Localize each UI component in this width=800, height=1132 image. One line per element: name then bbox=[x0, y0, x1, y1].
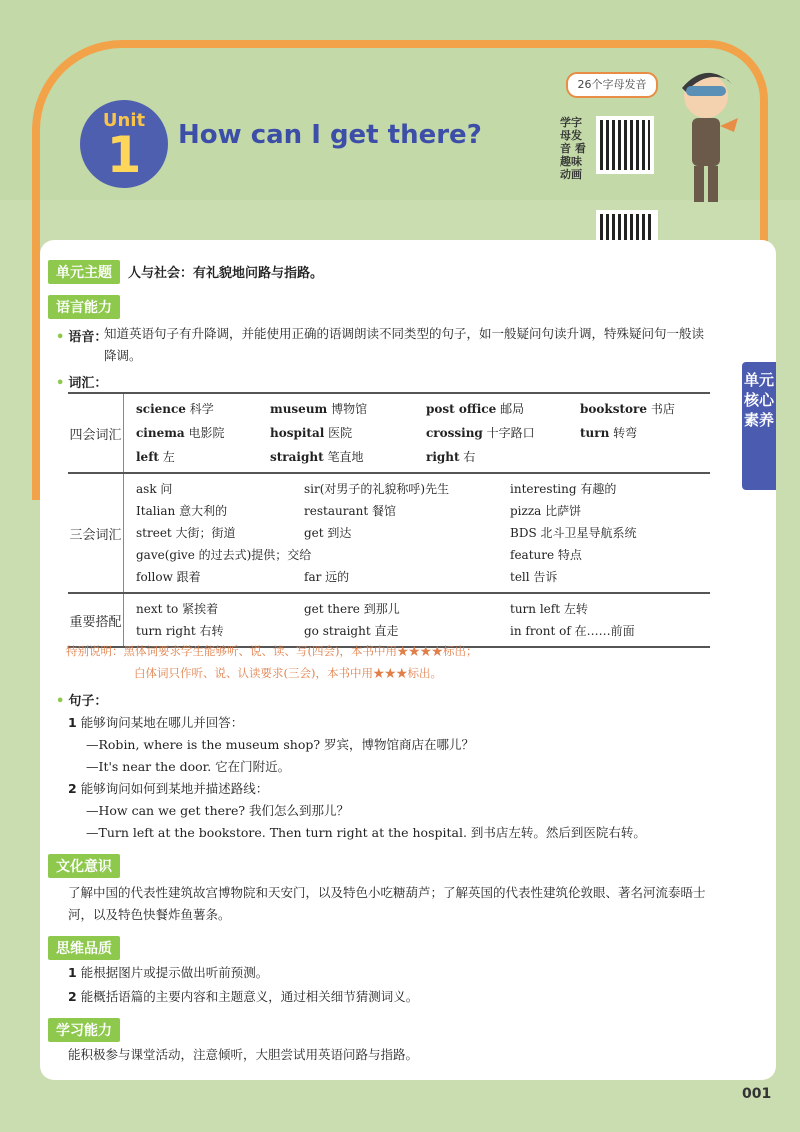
thinking-item-1: 1 能根据图片或提示做出听前预测。 bbox=[68, 965, 269, 980]
vocab-four-cell: hospital 医院 bbox=[270, 426, 353, 440]
phrase-cell: in front of 在……前面 bbox=[510, 624, 635, 638]
table-row bbox=[68, 473, 710, 593]
sentence-2-line-1: —How can we get there? 我们怎么到那儿？ bbox=[86, 803, 350, 818]
culture-tag: 文化意识 bbox=[48, 854, 120, 878]
alphabet-bubble[interactable]: 26个字母发音 bbox=[566, 72, 658, 98]
pronunciation-text: 知道英语句子有升降调，并能使用正确的语调朗读不同类型的句子，如一般疑问句读升调，特殊疑问句一般读降调。 bbox=[104, 326, 705, 363]
vocab-three-cell: feature 特点 bbox=[510, 548, 582, 562]
vocab-three-cell bbox=[304, 544, 510, 566]
vocab-four-cell: bookstore 书店 bbox=[580, 402, 675, 416]
vocab-three-cell: restaurant 餐馆 bbox=[304, 504, 396, 518]
vocab-three-cell: Italian 意大利的 bbox=[136, 504, 228, 518]
vocab-three-cell: street 大街；街道 bbox=[136, 526, 236, 540]
sentence-2-head: 2 能够询问如何到某地并描述路线： bbox=[68, 781, 269, 796]
four-skill-words bbox=[124, 394, 710, 472]
vocab-three-cell: pizza 比萨饼 bbox=[510, 504, 582, 518]
vocab-four-cell: turn 转弯 bbox=[580, 426, 638, 440]
special-note-line2: 白体词只作听、说、认读要求(三会)，本书中用★★★标出。 bbox=[134, 666, 442, 680]
unit-number: 1 bbox=[106, 126, 142, 184]
sentence-1-head: 1 能够询问某地在哪儿并回答： bbox=[68, 715, 244, 730]
page-number: 001 bbox=[742, 1086, 772, 1102]
vocab-three-cell: sir(对男子的礼貌称呼)先生 bbox=[304, 482, 450, 496]
vocab-three-cell: tell 告诉 bbox=[510, 570, 558, 584]
phrase-cell: get there 到那儿 bbox=[304, 602, 400, 616]
table-row bbox=[68, 593, 710, 647]
sentence-1-line-1: —Robin, where is the museum shop? 罗宾，博物馆商店在哪儿？ bbox=[86, 737, 475, 752]
vocab-table bbox=[68, 392, 710, 648]
phrase-header: 重要搭配 bbox=[68, 593, 124, 647]
vocab-three-cell: BDS 北斗卫星导航系统 bbox=[510, 526, 637, 540]
vocab-four-cell: right 右 bbox=[426, 450, 476, 464]
vocab-four-cell: science 科学 bbox=[136, 402, 214, 416]
vocab-four-cell: cinema 电影院 bbox=[136, 426, 225, 440]
vocab-three-cell: get 到达 bbox=[304, 526, 352, 540]
table-row bbox=[68, 393, 710, 473]
vocab-label: • 词汇： bbox=[56, 372, 107, 391]
three-skill-header: 三会词汇 bbox=[68, 473, 124, 593]
vocab-three-cell: interesting 有趣的 bbox=[510, 482, 617, 496]
vocab-three-cell: ask 问 bbox=[136, 482, 173, 496]
unit-badge bbox=[80, 100, 168, 188]
vocab-four-cell bbox=[580, 446, 710, 468]
sentence-2-line-2: —Turn left at the bookstore. Then turn right at the hospital. 到书店左转。然后到医院右转。 bbox=[86, 825, 646, 840]
phrase-cell: next to 紧挨着 bbox=[136, 602, 219, 616]
unit-label: Unit bbox=[102, 110, 146, 131]
theme-tag: 单元主题 bbox=[48, 260, 120, 284]
qr-side-text: 学字母发音 看趣味动画 bbox=[560, 116, 586, 181]
theme-text: 人与社会：有礼貌地问路与指路。 bbox=[128, 266, 324, 281]
language-tag: 语言能力 bbox=[48, 295, 120, 319]
vocab-three-cell: far 远的 bbox=[304, 570, 350, 584]
vocab-four-cell: museum 博物馆 bbox=[270, 402, 368, 416]
vocab-four-cell: post office 邮局 bbox=[426, 402, 525, 416]
pronunciation-label: • 语音： bbox=[56, 326, 107, 345]
four-skill-header: 四会词汇 bbox=[68, 393, 124, 473]
phrases bbox=[124, 594, 710, 646]
cartoon-boy-icon bbox=[672, 66, 740, 206]
vocab-four-cell: crossing 十字路口 bbox=[426, 426, 535, 440]
learning-tag: 学习能力 bbox=[48, 1018, 120, 1042]
learning-text: 能积极参与课堂活动，注意倾听，大胆尝试用英语问路与指路。 bbox=[68, 1047, 419, 1062]
qr-code-icon[interactable] bbox=[596, 116, 654, 174]
vocab-three-cell: gave(give 的过去式)提供；交给 bbox=[136, 548, 312, 562]
thinking-tag: 思维品质 bbox=[48, 936, 120, 960]
three-skill-words bbox=[124, 474, 710, 592]
thinking-item-2: 2 能概括语篇的主要内容和主题意义，通过相关细节猜测词义。 bbox=[68, 989, 419, 1004]
vocab-four-cell: left 左 bbox=[136, 450, 175, 464]
vocab-four-cell: straight 笔直地 bbox=[270, 450, 364, 464]
special-note-line1: 特别说明：黑体词要求学生能够听、说、读、写(四会)，本书中用★★★★标出； bbox=[66, 644, 478, 658]
page-title: How can I get there? bbox=[178, 120, 482, 150]
vocab-three-cell: follow 跟着 bbox=[136, 570, 201, 584]
sentence-1-line-2: —It's near the door. 它在门附近。 bbox=[86, 759, 291, 774]
sentences-label: • 句子： bbox=[56, 690, 107, 709]
culture-text: 了解中国的代表性建筑故宫博物院和天安门，以及特色小吃糖葫芦；了解英国的代表性建筑伦敦眼、著名河流泰晤士河，以及特色快餐炸鱼薯条。 bbox=[68, 885, 706, 922]
core-literacy-tab: 单元核心素养 bbox=[742, 362, 776, 490]
phrase-cell: go straight 直走 bbox=[304, 624, 399, 638]
phrase-cell: turn right 右转 bbox=[136, 624, 224, 638]
phrase-cell: turn left 左转 bbox=[510, 602, 588, 616]
